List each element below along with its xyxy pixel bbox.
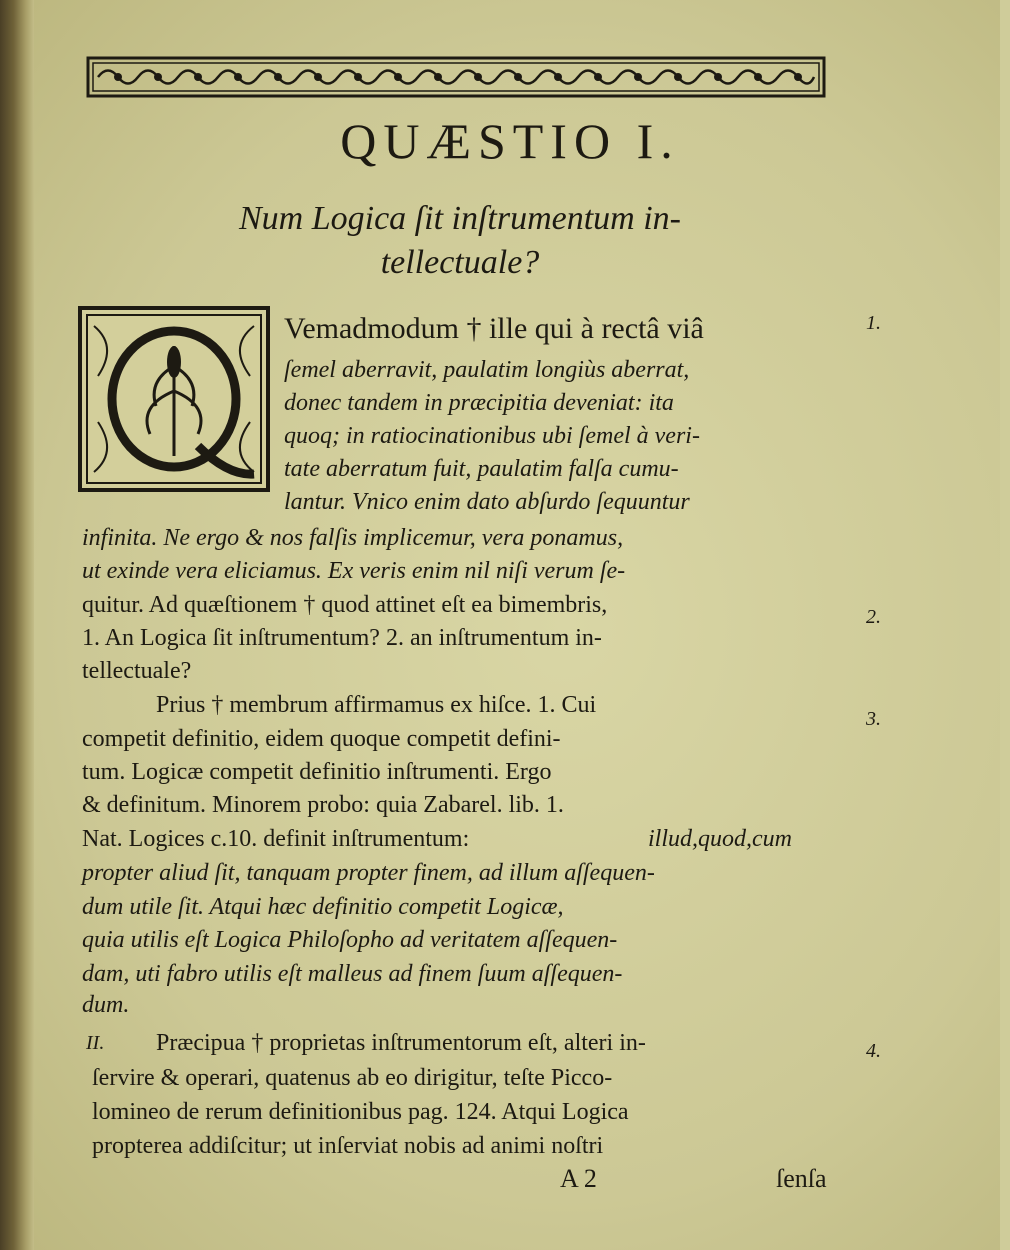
text-line-24: ſervire & operari, quatenus ab eo dirigitur, teſte Picco- (92, 1065, 613, 1091)
catchword: ſenſa (776, 1164, 827, 1193)
text-line-7: infinita. Ne ergo & nos falſis implicemur, vera ponamus, (82, 525, 624, 551)
text-line-16a: Nat. Logices c.10. definit inſtrumentum: (82, 826, 470, 852)
text-line-26: propterea addiſcitur; ut inſerviat nobis ad animi noſtri (92, 1133, 604, 1159)
margin-number-3: 3. (866, 708, 881, 730)
text-line-10: 1. An Logica ſit inſtrumentum? 2. an inſtrumentum in- (82, 625, 602, 651)
margin-number-4: 4. (866, 1040, 881, 1062)
paragraph-numeral-ii: II. (86, 1032, 105, 1054)
text-line-17: propter aliud ſit, tanquam propter finem, ad illum aſſequen- (82, 860, 655, 886)
text-line-14: tum. Logicæ competit definitio inſtrumenti. Ergo (82, 759, 552, 785)
text-line-20: dam, uti fabro utilis eſt malleus ad finem ſuum aſſequen- (82, 961, 623, 987)
margin-number-2: 2. (866, 606, 881, 628)
text-line-16b: illud,quod,cum (648, 826, 792, 852)
text-line-4: quoq; in ratiocinationibus ubi ſemel à veri- (284, 423, 700, 449)
text-line-23: Præcipua † proprietas inſtrumentorum eſt, alteri in- (156, 1030, 646, 1056)
text-line-1: Vemadmodum † ille qui à rectâ viâ (284, 312, 704, 345)
ornamental-header-band (88, 56, 824, 98)
question-subtitle-line-2: tellectuale? (380, 244, 540, 281)
question-title: QUÆSTIO I. (340, 113, 680, 169)
margin-number-1: 1. (866, 312, 881, 334)
text-line-9: quitur. Ad quæſtionem † quod attinet eſt ea bimembris, (82, 592, 608, 618)
text-line-2: ſemel aberravit, paulatim longiùs aberrat, (284, 357, 690, 383)
text-line-12: Prius † membrum affirmamus ex hiſce. 1. Cui (156, 692, 597, 718)
text-line-3: donec tandem in præcipitia deveniat: ita (284, 390, 674, 416)
text-line-11: tellectuale? (82, 658, 192, 684)
text-line-8: ut exinde vera eliciamus. Ex veris enim nil niſi verum ſe- (82, 558, 626, 584)
text-line-18: dum utile ſit. Atqui hæc definitio competit Logicæ, (82, 894, 564, 920)
question-subtitle-line-1: Num Logica ſit inſtrumentum in- (239, 200, 681, 237)
text-line-6: lantur. Vnico enim dato abſurdo ſequuntur (284, 489, 690, 515)
text-line-15: & definitum. Minorem probo: quia Zabarel. lib. 1. (82, 792, 564, 818)
text-line-13: competit definitio, eidem quoque competit defini- (82, 726, 561, 752)
text-line-21: dum. (82, 992, 130, 1018)
signature-mark: A 2 (560, 1164, 597, 1193)
text-line-19: quia utilis eſt Logica Philoſopho ad veritatem aſſequen- (82, 927, 618, 953)
book-spine-shadow (0, 0, 34, 1250)
decorated-initial-q (78, 306, 270, 492)
text-line-5: tate aberratum fuit, paulatim falſa cumu- (284, 456, 679, 482)
text-line-25: lomineo de rerum definitionibus pag. 124. Atqui Logica (92, 1099, 629, 1125)
